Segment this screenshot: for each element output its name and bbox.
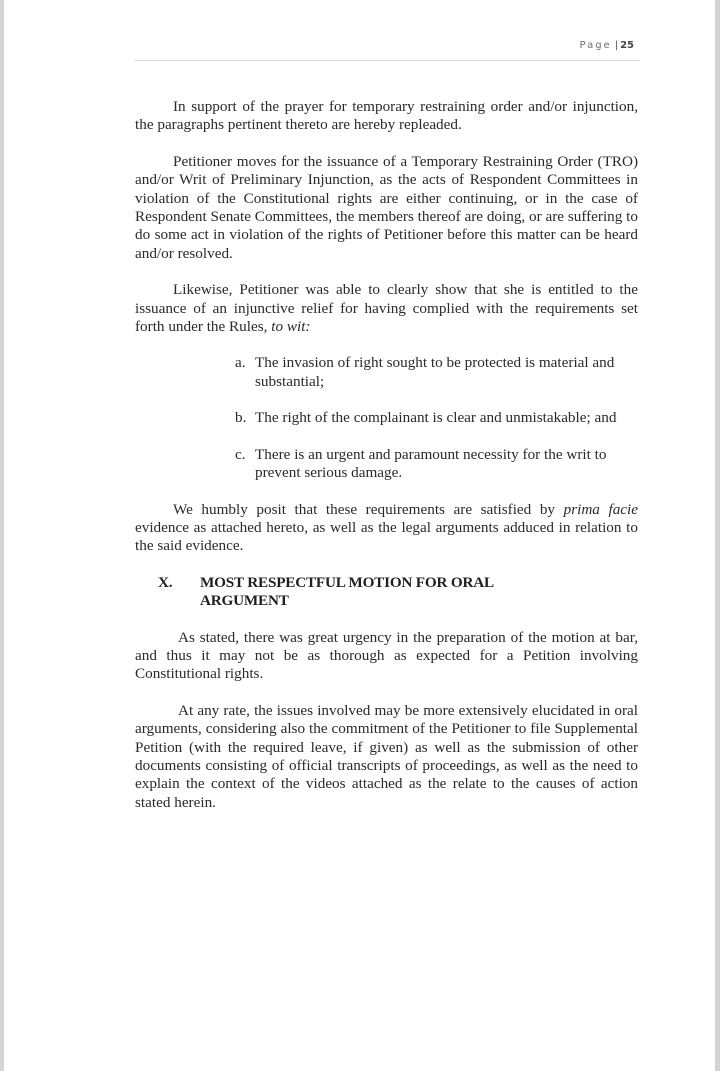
paragraph-text: We humbly posit that these requirements are satisfied by <box>173 500 564 518</box>
list-item-text: There is an urgent and paramount necessity for the writ to prevent serious damage. <box>255 445 607 482</box>
list-item-text: The right of the complainant is clear and unmistakable; and <box>255 409 617 427</box>
paragraph-text: evidence as attached hereto, as well as the legal arguments adduced in relation to the said evidence. <box>135 518 638 555</box>
paragraph-urgency: As stated, there was great urgency in the preparation of the motion at bar, and thus it may not be as thorough as expected for a Petition involving Constitutional rights. <box>135 628 638 683</box>
list-item-text: The invasion of right sought to be protected is material and substantial; <box>255 354 615 390</box>
italic-phrase: to wit: <box>271 318 311 336</box>
list-marker: a. <box>235 354 246 372</box>
section-title: MOST RESPECTFUL MOTION FOR ORAL ARGUMENT <box>200 573 494 610</box>
list-item <box>235 354 638 391</box>
italic-phrase: prima facie <box>563 500 638 518</box>
list-marker: b. <box>235 409 247 427</box>
paragraph-injunctive-relief <box>135 281 638 336</box>
page-header <box>134 40 640 61</box>
requirements-list <box>235 354 638 482</box>
paragraph-oral-arguments: At any rate, the issues involved may be more extensively elucidated in oral arguments, considering also the commitment of the Petitioner to file Supplemental Petition (with the required leave, if given) as well as the submission of other documents consisting of official transcripts of proceedings, as well as the need to explain the context of the videos attached as the relate to the causes of action stated herein. <box>135 701 638 811</box>
section-number: X. <box>158 573 173 591</box>
paragraph-text: Likewise, Petitioner was able to clearly show that she is entitled to the issuance of an injunctive relief for having complied with the requirements set forth under the Rules, <box>135 281 638 336</box>
list-item <box>235 446 638 483</box>
document-body <box>135 98 638 830</box>
paragraph-repleaded: In support of the prayer for temporary restraining order and/or injunction, the paragraphs pertinent thereto are hereby repleaded. <box>135 98 638 134</box>
page-number: 25 <box>620 40 634 51</box>
paragraph-prima-facie <box>135 501 638 556</box>
document-page <box>4 0 715 1071</box>
page-separator: | <box>614 40 619 51</box>
page-number-label <box>579 40 634 51</box>
section-heading <box>158 574 638 611</box>
paragraph-tro-motion: Petitioner moves for the issuance of a Temporary Restraining Order (TRO) and/or Writ of Preliminary Injunction, as the acts of Respondent Committees in violation of the Constitutional rights are either continuing, or in the case of Respondent Senate Committees, the members thereof are doing, or are suffering to do some act in violation of the rights of Petitioner before this matter can be heard and/or resolved. <box>135 152 638 262</box>
page-label: Page <box>579 40 612 51</box>
list-marker: c. <box>235 445 246 463</box>
list-item <box>235 409 638 427</box>
